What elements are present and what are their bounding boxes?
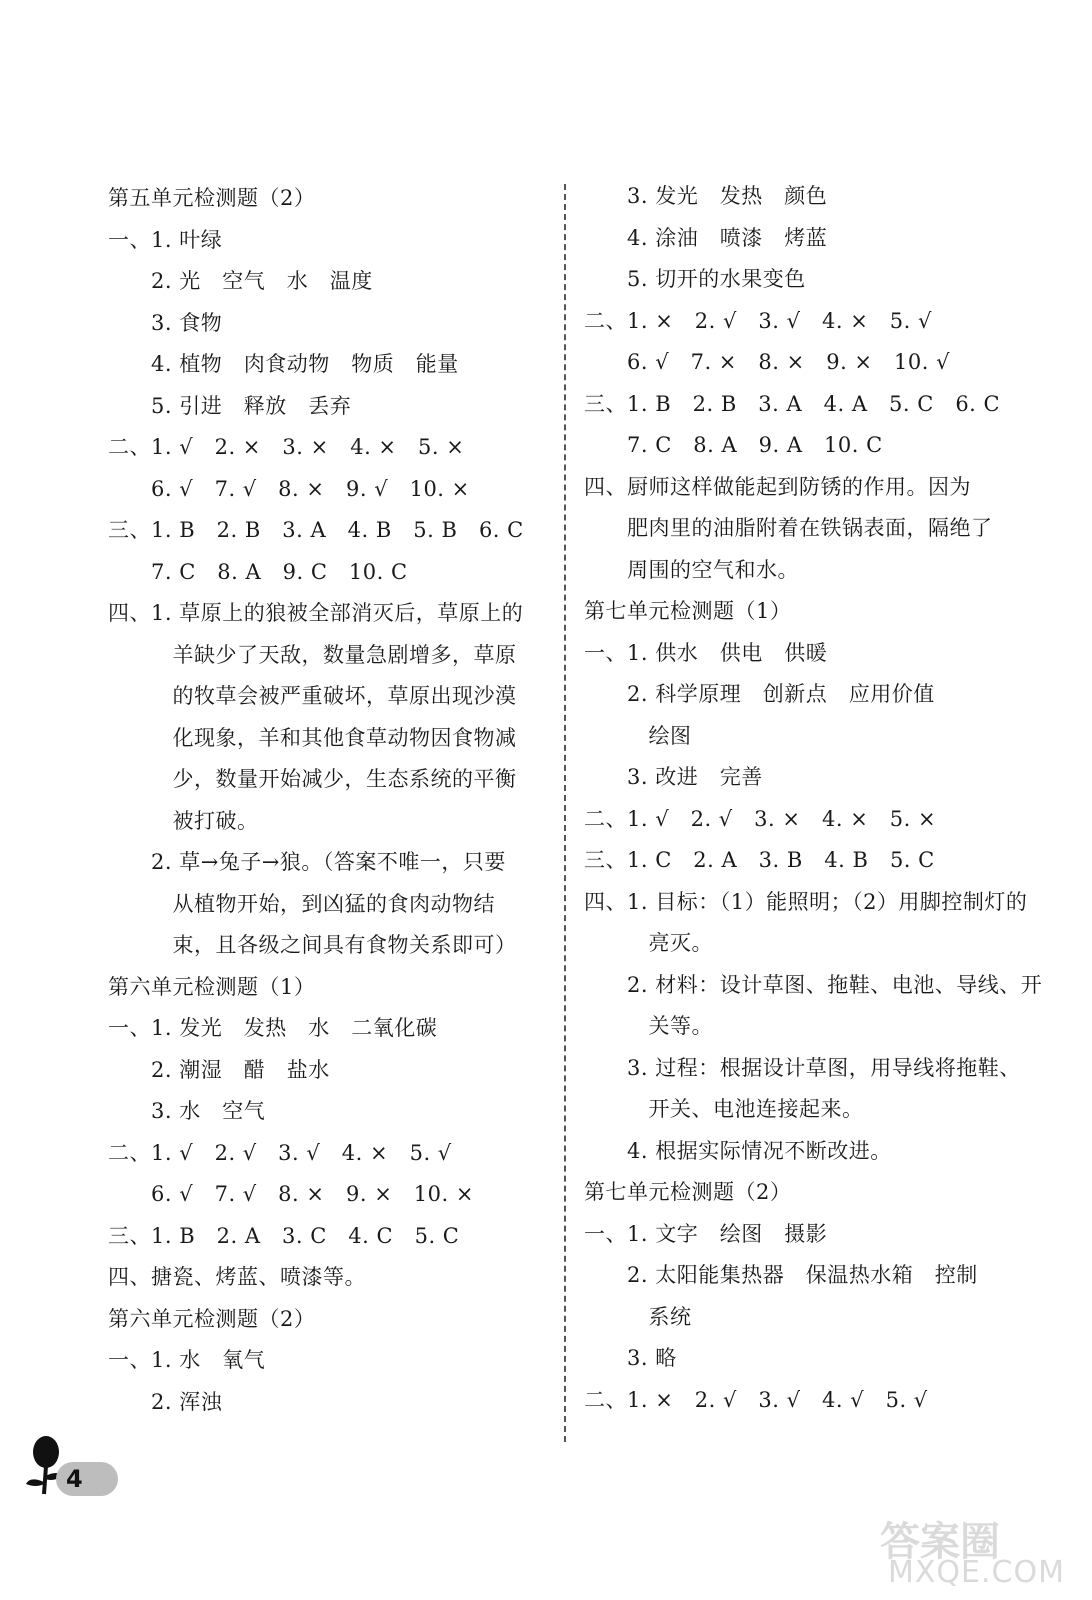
answer-line: 第六单元检测题（2） — [108, 1306, 316, 1331]
answer-line: 一、1. 叶绿 — [108, 227, 223, 252]
answer-line: 肥肉里的油脂附着在铁锅表面，隔绝了 — [584, 516, 993, 540]
answer-line: 四、1. 草原上的狼被全部消灭后，草原上的 — [108, 601, 524, 625]
answer-line: 二、1. × 2. √ 3. √ 4. √ 5. √ — [584, 1387, 928, 1412]
answer-line: 四、厨师这样做能起到防锈的作用。因为 — [584, 474, 971, 499]
answer-line: 2. 材料：设计草图、拖鞋、电池、导线、开 — [584, 972, 1043, 997]
answer-line: 2. 光 空气 水 温度 — [108, 269, 373, 293]
answer-line: 2. 草→兔子→狼。（答案不唯一，只要 — [108, 850, 506, 874]
answer-line: 第七单元检测题（1） — [584, 599, 792, 623]
answer-line: 周围的空气和水。 — [584, 557, 799, 582]
answer-line: 三、1. B 2. B 3. A 4. B 5. B 6. C — [108, 518, 524, 542]
answer-line: 2. 潮湿 醋 盐水 — [108, 1057, 330, 1082]
answer-line: 2. 浑浊 — [108, 1389, 223, 1414]
answer-line: 关等。 — [584, 1014, 713, 1038]
answer-line: 二、1. √ 2. × 3. × 4. × 5. × — [108, 435, 465, 459]
answer-line: 7. C 8. A 9. C 10. C — [108, 559, 408, 584]
answer-line: 系统 — [584, 1304, 692, 1329]
answer-line: 3. 过程：根据设计草图，用导线将拖鞋、 — [584, 1055, 1021, 1080]
answer-line: 开关、电池连接起来。 — [584, 1097, 864, 1121]
watermark-url: MXQE.COM — [888, 1555, 1065, 1590]
answer-line: 亮灭。 — [584, 931, 713, 955]
answer-line: 二、1. √ 2. √ 3. √ 4. × 5. √ — [108, 1140, 452, 1165]
answer-line: 4. 植物 肉食动物 物质 能量 — [108, 352, 459, 376]
answer-line: 2. 太阳能集热器 保温热水箱 控制 — [584, 1263, 978, 1287]
answer-line: 三、1. C 2. A 3. B 4. B 5. C — [584, 848, 935, 872]
answer-line: 一、1. 文字 绘图 摄影 — [584, 1221, 828, 1246]
answer-line: 6. √ 7. √ 8. × 9. × 10. × — [108, 1182, 474, 1206]
answer-line: 二、1. × 2. √ 3. √ 4. × 5. √ — [584, 308, 932, 333]
answer-line: 3. 略 — [584, 1346, 677, 1370]
answer-line: 三、1. B 2. B 3. A 4. A 5. C 6. C — [584, 391, 1001, 416]
answer-line: 2. 科学原理 创新点 应用价值 — [584, 682, 935, 706]
answer-line: 羊缺少了天敌，数量急剧增多，草原 — [108, 642, 517, 667]
answer-line: 6. √ 7. × 8. × 9. × 10. √ — [584, 350, 950, 374]
answer-line: 一、1. 供水 供电 供暖 — [584, 640, 828, 665]
watermark-logo: 答案圈 — [880, 1519, 1000, 1565]
answer-line: 四、1. 目标：（1）能照明；（2）用脚控制灯的 — [584, 889, 1028, 914]
answer-line: 绘图 — [584, 723, 692, 748]
answer-line: 5. 切开的水果变色 — [584, 267, 806, 291]
answer-line: 第五单元检测题（2） — [108, 186, 316, 210]
answer-line: 4. 根据实际情况不断改进。 — [584, 1138, 892, 1163]
answer-line: 一、1. 发光 发热 水 二氧化碳 — [108, 1016, 438, 1040]
answer-line: 化现象，羊和其他食草动物因食物减 — [108, 725, 517, 750]
answer-line: 4. 涂油 喷漆 烤蓝 — [584, 225, 828, 250]
answer-line: 3. 发光 发热 颜色 — [584, 184, 828, 208]
page-number: 4 — [66, 1465, 83, 1493]
answer-line: 7. C 8. A 9. A 10. C — [584, 433, 883, 457]
answer-line: 3. 改进 完善 — [584, 765, 763, 789]
answer-line: 3. 食物 — [108, 310, 223, 335]
answer-line: 一、1. 水 氧气 — [108, 1348, 266, 1372]
answer-line: 束，且各级之间具有食物关系即可） — [108, 933, 517, 957]
answer-line: 少，数量开始减少，生态系统的平衡 — [108, 767, 517, 791]
column-divider — [564, 184, 566, 1442]
answer-line: 第六单元检测题（1） — [108, 974, 316, 999]
answer-line: 三、1. B 2. A 3. C 4. C 5. C — [108, 1223, 460, 1248]
answer-line: 6. √ 7. √ 8. × 9. √ 10. × — [108, 476, 470, 501]
answer-line: 第七单元检测题（2） — [584, 1180, 792, 1204]
answer-line: 从植物开始，到凶猛的食肉动物结 — [108, 891, 495, 916]
answer-line: 被打破。 — [108, 808, 259, 833]
answer-line: 的牧草会被严重破坏，草原出现沙漠 — [108, 684, 517, 708]
answer-line: 3. 水 空气 — [108, 1099, 266, 1123]
answer-line: 5. 引进 释放 丢弃 — [108, 393, 352, 418]
answer-line: 四、搪瓷、烤蓝、喷漆等。 — [108, 1265, 366, 1289]
answer-line: 二、1. √ 2. √ 3. × 4. × 5. × — [584, 806, 937, 831]
